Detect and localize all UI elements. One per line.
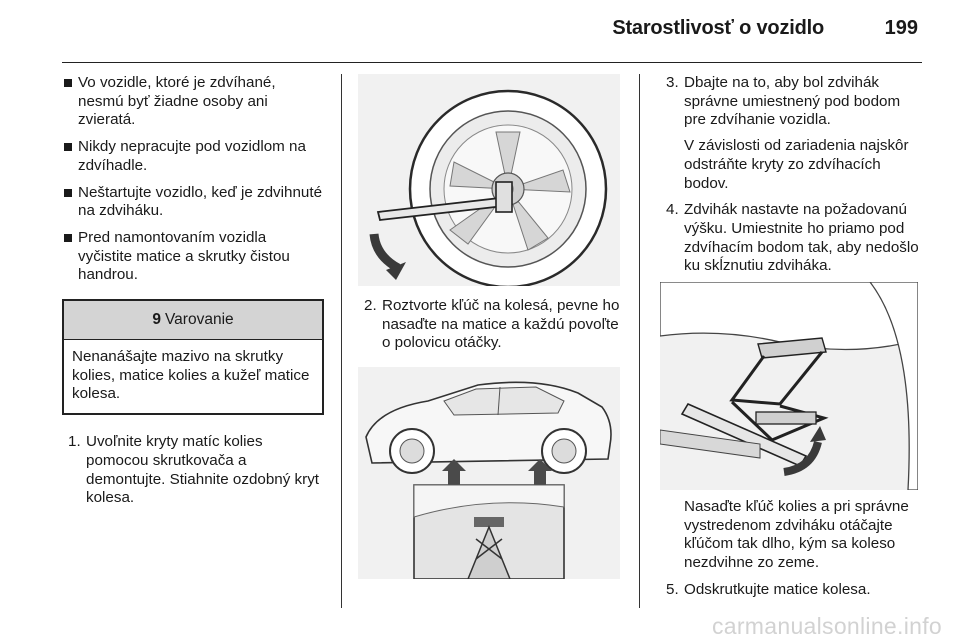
warning-box [62,299,324,415]
middle-column [358,74,622,579]
step-number: 3. [666,74,679,91]
page-number: 199 [884,17,918,39]
step-5 [660,581,922,600]
watermark: carmanualsonline.info [711,613,942,639]
bullet-text: Nikdy nepracujte pod vozidlom na zdvíhadle. [78,138,306,174]
warning-text: Nenanášajte mazivo na skrutky kolies, matice kolies a kužeľ matice kolesa. [72,348,310,403]
step-2 [358,297,622,353]
square-bullet-icon [64,143,72,151]
column-divider [341,74,342,608]
step-number: 1. [68,433,81,451]
section-title: Starostlivosť o vozidlo [612,17,824,39]
step-4 [660,201,922,276]
warning-triangle-icon: 9 [152,310,161,328]
square-bullet-icon [64,79,72,87]
square-bullet-icon [64,189,72,197]
warning-header [64,301,322,340]
step-text: Odskrutkujte matice kolesa. [684,580,871,598]
step-4-note: Nasaďte kľúč kolies a pri správne vystredenom zdviháku otáčajte kľúčom tak dlho, kým sa koleso nezdvihne zo zeme. [684,498,909,572]
column-divider [639,74,640,608]
step-3-note: V závislosti od zariadenia najskôr odstráňte kryty zo zdvíhacích bodov. [684,137,909,192]
step-number: 2. [364,297,377,314]
list-item [62,74,324,130]
bullet-text: Vo vozidle, ktoré je zdvíhané, nesmú byť žiadne osoby ani zvieratá. [78,74,276,129]
safety-bullet-list [62,74,324,285]
step-text: Dbajte na to, aby bol zdvihák správne umiestnený pod bodom pre zdvíhanie vozidla. [684,74,901,129]
left-column [62,74,324,508]
step-number: 4. [666,201,679,219]
step-number: 5. [666,580,679,598]
square-bullet-icon [64,234,72,242]
warning-title: Varovanie [164,310,234,328]
step-text: Zdvihák nastavte na požadovanú výšku. Umiestnite ho priamo pod zdvíhacím bodom tak, aby nedošlo ku skĺznutiu zdviháka. [684,201,919,275]
step-1 [62,433,324,508]
step-3 [660,74,922,130]
right-column [660,74,922,600]
page-header [62,0,922,63]
car-jack-points-illustration [358,367,620,579]
wheel-wrench-illustration [358,74,620,286]
step-text: Roztvorte kľúč na kolesá, pevne ho nasaďte na matice a každú povoľte o polovicu otáčky. [382,297,620,352]
list-item [62,138,324,175]
list-item [62,184,324,221]
scissor-jack-illustration [660,282,918,490]
bullet-text: Neštartujte vozidlo, keď je zdvihnuté na zdviháku. [78,183,323,220]
bullet-text: Pred namontovaním vozidla vyčistite matice a skrutky čistou handrou. [78,228,290,284]
list-item [62,229,324,285]
step-text: Uvoľnite kryty matíc kolies pomocou skrutkovača a demontujte. Stiahnite ozdobný kryt kolesa. [86,433,320,507]
